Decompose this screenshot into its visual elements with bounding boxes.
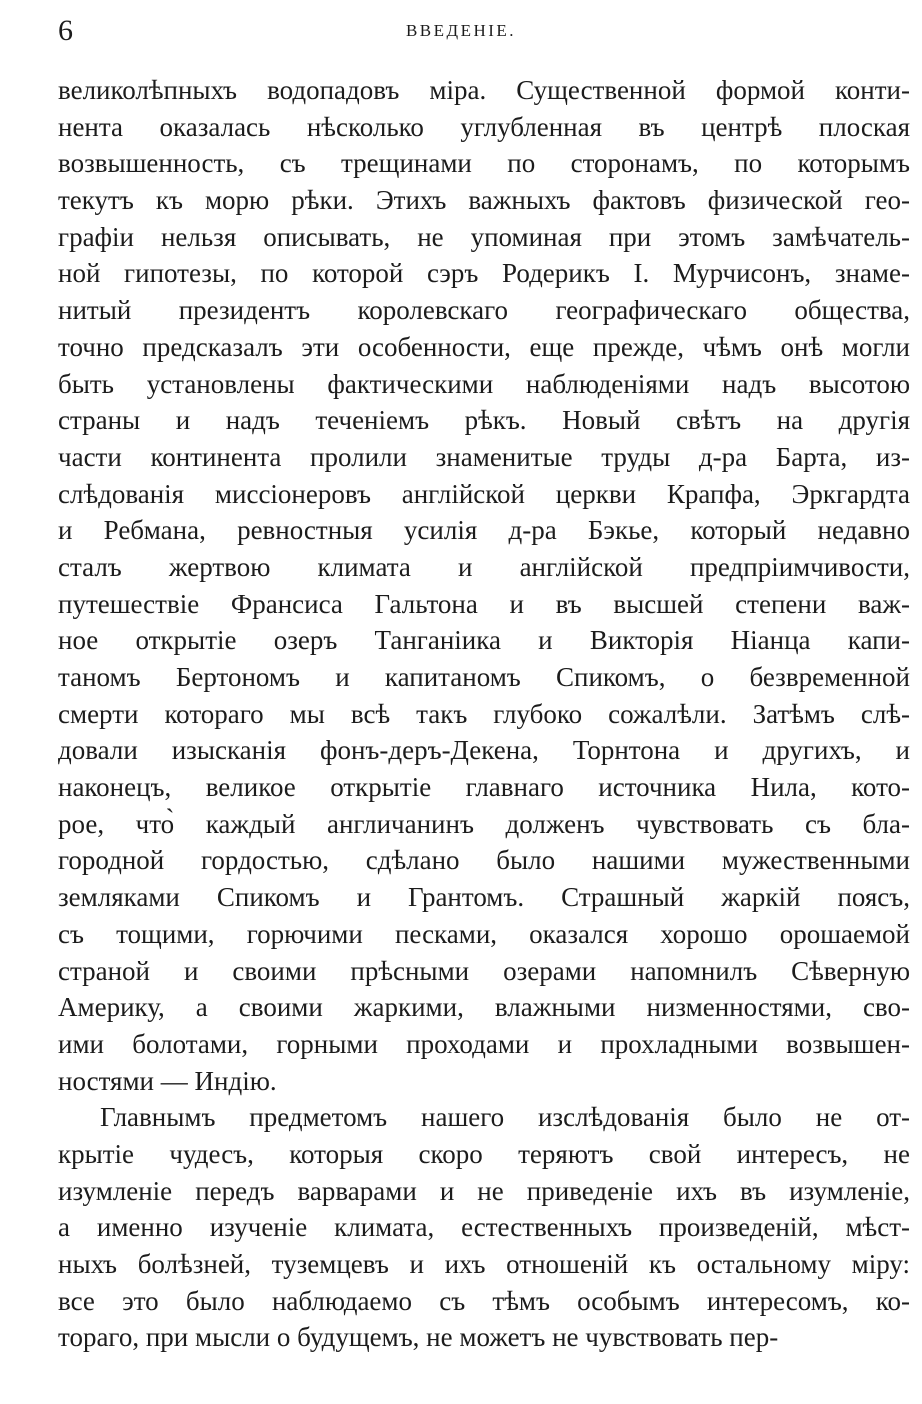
text-line: части континента пролили знаменитые труды д-ра Барта, из- xyxy=(58,441,910,472)
paragraph xyxy=(58,72,910,1099)
paragraph xyxy=(58,1099,910,1356)
text-line: графіи нельзя описывать, не упоминая при этомъ замѣчатель- xyxy=(58,221,910,252)
text-line: нитый президентъ королевскаго географическаго общества, xyxy=(58,295,910,326)
text-line: земляками Спикомъ и Грантомъ. Страшный жаркій поясъ, xyxy=(58,882,910,913)
text-line: изумленіе передъ варварами и не приведеніе ихъ въ изумленіе, xyxy=(58,1175,910,1206)
page-number: 6 xyxy=(58,14,73,47)
text-line: наконецъ, великое открытіе главнаго источника Нила, кото- xyxy=(58,772,910,803)
text-line: Америку, а своими жаркими, влажными низменностями, сво- xyxy=(58,992,910,1023)
running-title: ВВЕДЕНІЕ. xyxy=(405,21,517,40)
text-line: городной гордостью, сдѣлано было нашими мужественными xyxy=(58,845,910,876)
text-line: точно предсказалъ эти особенности, еще прежде, чѣмъ онѣ могли xyxy=(58,331,910,362)
text-line: Главнымъ предметомъ нашего изслѣдованія было не от- xyxy=(100,1102,910,1133)
text-line: тораго, при мысли о будущемъ, не можетъ не чувствовать пер- xyxy=(58,1322,779,1353)
text-line: рое, что̀ каждый англичанинъ долженъ чувствовать съ бла- xyxy=(58,808,910,839)
text-line: слѣдованія миссіонеровъ англійской церкви Крапфа, Эркгардта xyxy=(58,478,910,509)
text-line: быть установлены фактическими наблюденіями надъ высотою xyxy=(58,368,910,399)
text-line: ныхъ болѣзней, туземцевъ и ихъ отношеній къ остальному міру: xyxy=(58,1249,910,1279)
text-line: таномъ Бертономъ и капитаномъ Спикомъ, о безвременной xyxy=(58,662,910,692)
text-line: великолѣпныхъ водопадовъ міра. Существенной формой конти- xyxy=(58,75,910,105)
text-line: крытіе чудесъ, которыя скоро теряютъ свой интересъ, не xyxy=(58,1138,910,1169)
body-text xyxy=(58,72,910,1356)
text-line: страной и своими прѣсными озерами напомнилъ Сѣверную xyxy=(58,955,910,986)
text-line: страны и надъ теченіемъ рѣкъ. Новый свѣтъ на другія xyxy=(58,405,910,436)
text-line: съ тощими, горючими песками, оказался хорошо орошаемой xyxy=(58,918,910,949)
text-line: путешествіе Франсиса Гальтона и въ высшей степени важ- xyxy=(58,588,910,619)
text-line: все это было наблюдаемо съ тѣмъ особымъ интересомъ, ко- xyxy=(58,1285,910,1316)
text-line: и Ребмана, ревностныя усилія д-ра Бэкье, который недавно xyxy=(58,515,910,546)
text-line: сталъ жертвою климата и англійской предпріимчивости, xyxy=(58,551,910,582)
text-line: ной гипотезы, по которой сэръ Родерикъ I. Мурчисонъ, знаме- xyxy=(58,258,910,289)
text-line: а именно изученіе климата, естественныхъ произведеній, мѣст- xyxy=(58,1212,910,1243)
text-line: смерти котораго мы всѣ такъ глубоко сожалѣли. Затѣмъ слѣ- xyxy=(58,698,910,729)
text-line: ное открытіе озеръ Танганіика и Викторія Ніанца капи- xyxy=(58,625,910,656)
text-line: возвышенность, съ трещинами по сторонамъ, по которымъ xyxy=(58,148,910,179)
text-line: текутъ къ морю рѣки. Этихъ важныхъ фактовъ физической гео- xyxy=(58,185,910,216)
text-line: ими болотами, горными проходами и прохладными возвышен- xyxy=(58,1028,910,1059)
text-line: ностями — Индію. xyxy=(58,1065,277,1096)
text-line: довали изысканія фонъ-деръ-Декена, Торнтона и другихъ, и xyxy=(58,735,910,766)
text-line: нента оказалась нѣсколько углубленная въ центрѣ плоская xyxy=(58,111,910,142)
